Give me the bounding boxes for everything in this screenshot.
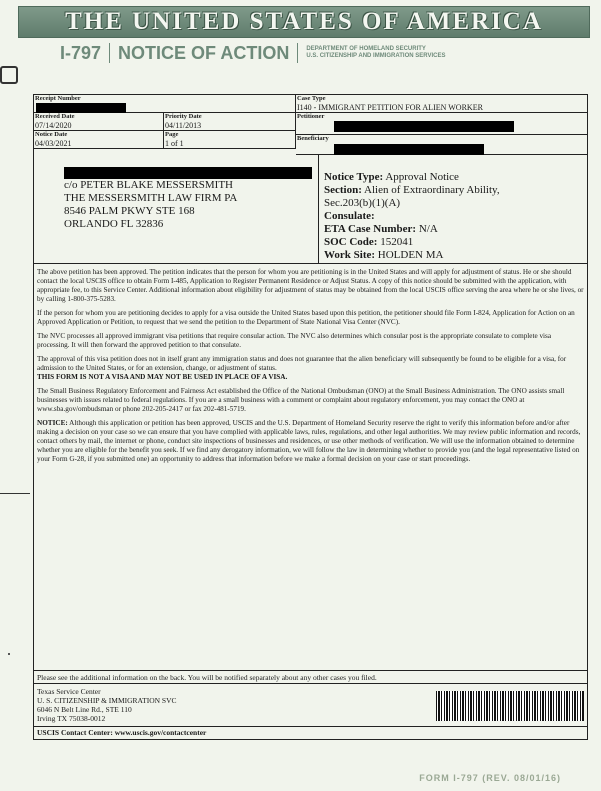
notice-form	[33, 94, 588, 740]
service-line: U. S. CITIZENSHIP & IMMIGRATION SVC	[37, 696, 177, 705]
notice-body	[37, 268, 584, 469]
dept-line: DEPARTMENT OF HOMELAND SECURITY	[306, 46, 426, 52]
notice-label: NOTICE:	[37, 419, 68, 427]
back-page-note: Please see the additional information on the back. You will be notified separately about any other cases you filed.	[34, 670, 587, 684]
qr-mark-icon	[0, 66, 18, 84]
notice-header	[60, 40, 445, 66]
paragraph: The NVC processes all approved immigrant visa petitions that require consular action. The NVC also determines which consular post is the appropriate consulate to complete visa processing. It will then forward the approved petition to that consulate.	[37, 332, 552, 349]
notice-date-value: 04/03/2021	[35, 139, 72, 148]
paragraph: If the person for whom you are petitioning decides to apply for a visa outside the United States based upon this petition, the petitioner should file Form I-824, Application for Action on an Approved Application or Petition, to request that we send the petition to the Department of State National Visa Center (NVC).	[37, 309, 575, 326]
priority-date-label: Priority Date	[165, 113, 202, 120]
department	[306, 46, 445, 60]
address-line: THE MESSERSMITH LAW FIRM PA	[64, 192, 238, 204]
soc-label: SOC Code:	[324, 236, 378, 248]
paragraph	[37, 355, 584, 382]
paragraph-text: The approval of this visa petition does not in itself grant any immigration status and does not guarantee that the alien beneficiary will subsequently be found to be eligible for a visa, for admission to the United States, or for an extension, change, or adjustment of status.	[37, 355, 567, 372]
paragraph: The Small Business Regulatory Enforcement and Fairness Act established the Office of the National Ombudsman (ONO) at the Small Business Administration. The ONO assists small businesses with issues related to federal regulations. If you are a small business with a comment or complaint about regulatory enforcement, you may contact the ONO at www.sba.gov/ombudsman or phone 202-205-2417 or fax 202-481-5719.	[37, 387, 565, 413]
petitioner-label: Petitioner	[297, 113, 325, 120]
section-divider	[34, 263, 587, 264]
notice-date-label: Notice Date	[35, 131, 68, 138]
header-banner	[18, 6, 590, 38]
service-line: Irving TX 75038-0012	[37, 714, 106, 723]
address-line: c/o PETER BLAKE MESSERSMITH	[64, 179, 233, 191]
redacted-beneficiary	[334, 144, 484, 155]
service-center-address	[37, 687, 177, 723]
address-line: ORLANDO FL 32836	[64, 218, 164, 230]
notice-date-cell	[34, 131, 164, 149]
receipt-number-label: Receipt Number	[35, 95, 81, 102]
notice-box-divider	[318, 155, 319, 263]
paragraph-text: Although this application or petition has been approved, USCIS and the U.S. Department of Homeland Security reserve the right to verify this information before and/or after making a decision on your case so we can ensure that you have complied with applicable laws, rules, regulations, and other legal authorities. We may review public information and records, contact others by mail, the internet or phone, conduct site inspections of businesses and residences, or use other methods of verification. We will use the information obtained to determine whether you are eligible for the benefit you seek. If we find any derogatory information, we will follow the law in determining whether to provide you (and the legal representative listed on your Form G-28, if you submitted one) an opportunity to address that information before we make a formal decision on your case or start proceedings.	[37, 419, 581, 463]
form-id: I-797	[60, 42, 102, 63]
soc-value: 152041	[380, 236, 414, 248]
banner-title: THE UNITED STATES OF AMERICA	[65, 8, 543, 35]
header-divider	[109, 43, 110, 63]
beneficiary-label: Beneficiary	[297, 135, 329, 142]
eta-label: ETA Case Number:	[324, 223, 417, 235]
section-label: Section:	[324, 184, 362, 196]
page-value: 1 of 1	[165, 139, 184, 148]
section-value: Alien of Extraordinary Ability,	[364, 184, 500, 196]
margin-dot	[8, 653, 10, 655]
notice-title: NOTICE OF ACTION	[118, 42, 290, 63]
page-cell	[164, 131, 296, 149]
case-type-label: Case Type	[297, 95, 326, 102]
notice-info	[324, 171, 500, 262]
notice-type-value: Approval Notice	[385, 171, 459, 183]
work-site-label: Work Site:	[324, 249, 376, 261]
dept-line: U.S. CITIZENSHIP AND IMMIGRATION SERVICES	[306, 53, 446, 59]
header-divider	[297, 43, 298, 63]
received-date-label: Received Date	[35, 113, 75, 120]
redacted-addressee	[64, 167, 312, 179]
paragraph	[37, 419, 584, 464]
mailing-address	[64, 179, 237, 231]
service-line: 6046 N Belt Line Rd., STE 110	[37, 705, 132, 714]
case-type-cell	[296, 95, 587, 113]
redacted-petitioner	[334, 121, 514, 132]
priority-date-value: 04/11/2013	[165, 121, 202, 130]
received-date-cell	[34, 113, 164, 131]
margin-line	[0, 493, 30, 494]
work-site-value: HOLDEN MA	[377, 249, 444, 261]
contact-center: USCIS Contact Center: www.uscis.gov/contactcenter	[34, 726, 587, 739]
paragraph: The above petition has been approved. The petition indicates that the person for whom you are petitioning is in the United States and will apply for adjustment of status. He or she should contact the local USCIS office to obtain Form I-485, Application to Register Permanent Residence or Adjust Status. A copy of this notice should be submitted with the application, with appropriate fee, to this Service Center. Additional information about eligibility for adjustment of status may be obtained from the local USCIS office serving the area where he or she lives, or by calling 1-800-375-5283.	[37, 268, 584, 303]
eta-value: N/A	[418, 223, 438, 235]
barcode	[436, 691, 584, 721]
form-revision: FORM I-797 (REV. 08/01/16)	[419, 773, 561, 783]
visa-warning: THIS FORM IS NOT A VISA AND MAY NOT BE USED IN PLACE OF A VISA.	[37, 373, 288, 381]
page-label: Page	[165, 131, 179, 138]
received-date-value: 07/14/2020	[35, 121, 72, 130]
priority-date-cell	[164, 113, 296, 131]
case-type-value: I140 - IMMIGRANT PETITION FOR ALIEN WORKER	[297, 103, 483, 112]
address-line: 8546 PALM PKWY STE 168	[64, 205, 195, 217]
service-line: Texas Service Center	[37, 687, 101, 696]
redacted-receipt-number	[36, 103, 126, 113]
section-value-2: Sec.203(b)(1)(A)	[324, 197, 401, 209]
notice-type-label: Notice Type:	[324, 171, 384, 183]
consulate-label: Consulate:	[324, 210, 375, 222]
